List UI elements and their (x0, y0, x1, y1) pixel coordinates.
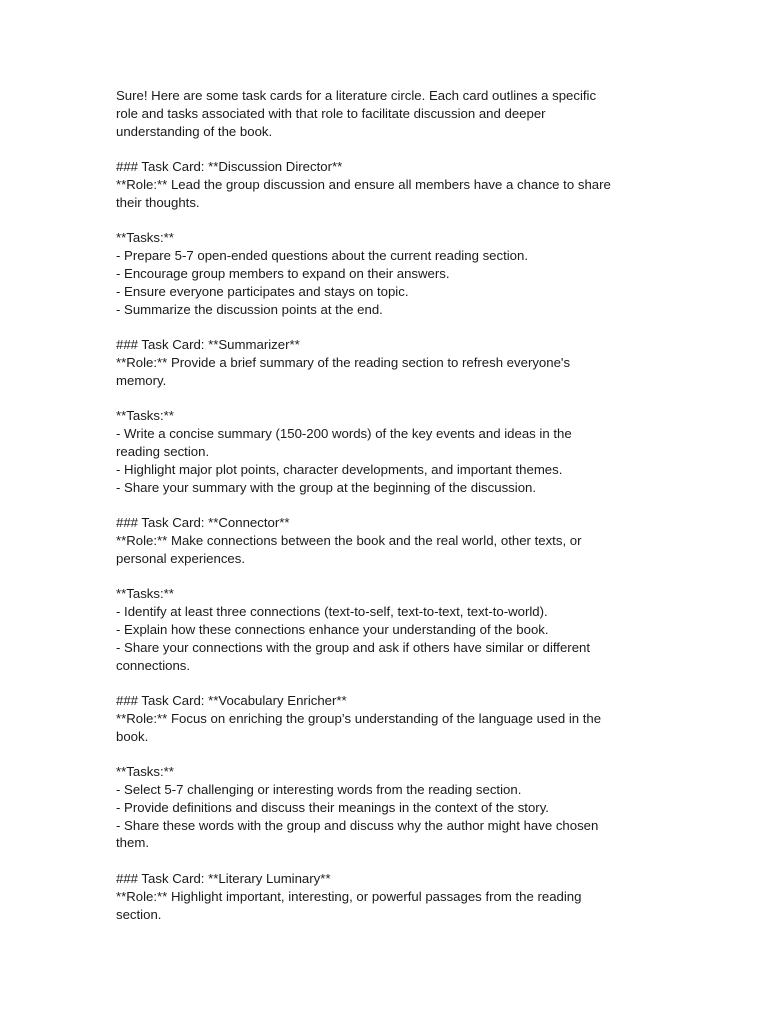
blank-line (116, 212, 656, 230)
task-card-heading: ### Task Card: **Vocabulary Enricher** (116, 693, 347, 709)
task-list-item: - Write a concise summary (150-200 words) of the key events and ideas in the (116, 426, 572, 442)
task-list-item: - Ensure everyone participates and stays on topic. (116, 283, 409, 299)
task-card-heading: ### Task Card: **Summarizer** (116, 337, 300, 353)
task-list-item: - Select 5-7 challenging or interesting words from the reading section. (116, 782, 522, 798)
text-line: memory. (116, 372, 167, 388)
task-list-item: - Share your summary with the group at the beginning of the discussion. (116, 479, 537, 495)
blank-line (116, 745, 656, 763)
task-list-item: - Encourage group members to expand on their answers. (116, 265, 450, 281)
task-list-item: - Provide definitions and discuss their meanings in the context of the story. (116, 799, 549, 815)
role-line: **Role:** Lead the group discussion and ensure all members have a chance to share (116, 176, 611, 192)
role-line: **Role:** Highlight important, interesting, or powerful passages from the reading (116, 888, 582, 904)
text-line: book. (116, 728, 149, 744)
text-line: understanding of the book. (116, 123, 273, 139)
task-card-heading: ### Task Card: **Discussion Director** (116, 159, 343, 175)
blank-line (116, 568, 656, 586)
task-card-heading: ### Task Card: **Literary Luminary** (116, 871, 331, 887)
text-line: reading section. (116, 443, 210, 459)
blank-line (116, 674, 656, 692)
task-list-item: - Identify at least three connections (text-to-self, text-to-text, text-to-world). (116, 604, 548, 620)
text-line: them. (116, 835, 149, 851)
blank-line (116, 496, 656, 514)
task-list-item: - Highlight major plot points, character developments, and important themes. (116, 461, 563, 477)
text-line: role and tasks associated with that role to facilitate discussion and deeper (116, 105, 546, 121)
tasks-heading: **Tasks:** (116, 586, 174, 602)
role-line: **Role:** Provide a brief summary of the reading section to refresh everyone's (116, 354, 571, 370)
tasks-heading: **Tasks:** (116, 408, 174, 424)
task-list-item: - Explain how these connections enhance your understanding of the book. (116, 621, 549, 637)
tasks-heading: **Tasks:** (116, 230, 174, 246)
task-list-item: - Share your connections with the group and ask if others have similar or different (116, 639, 591, 655)
text-line: Sure! Here are some task cards for a literature circle. Each card outlines a specific (116, 88, 597, 103)
task-list-item: - Prepare 5-7 open-ended questions about the current reading section. (116, 248, 529, 264)
text-line: connections. (116, 657, 191, 673)
task-list-item: - Share these words with the group and discuss why the author might have chosen (116, 817, 599, 833)
blank-line (116, 140, 656, 158)
blank-line (116, 390, 656, 408)
text-line: personal experiences. (116, 550, 246, 566)
role-line: **Role:** Focus on enriching the group’s understanding of the language used in the (116, 710, 602, 726)
blank-line (116, 852, 656, 870)
tasks-heading: **Tasks:** (116, 764, 174, 780)
text-line: their thoughts. (116, 194, 200, 210)
blank-line (116, 318, 656, 336)
document-body (116, 87, 656, 923)
text-line: section. (116, 906, 162, 922)
role-line: **Role:** Make connections between the book and the real world, other texts, or (116, 532, 582, 548)
task-card-heading: ### Task Card: **Connector** (116, 515, 290, 531)
task-list-item: - Summarize the discussion points at the end. (116, 301, 383, 317)
